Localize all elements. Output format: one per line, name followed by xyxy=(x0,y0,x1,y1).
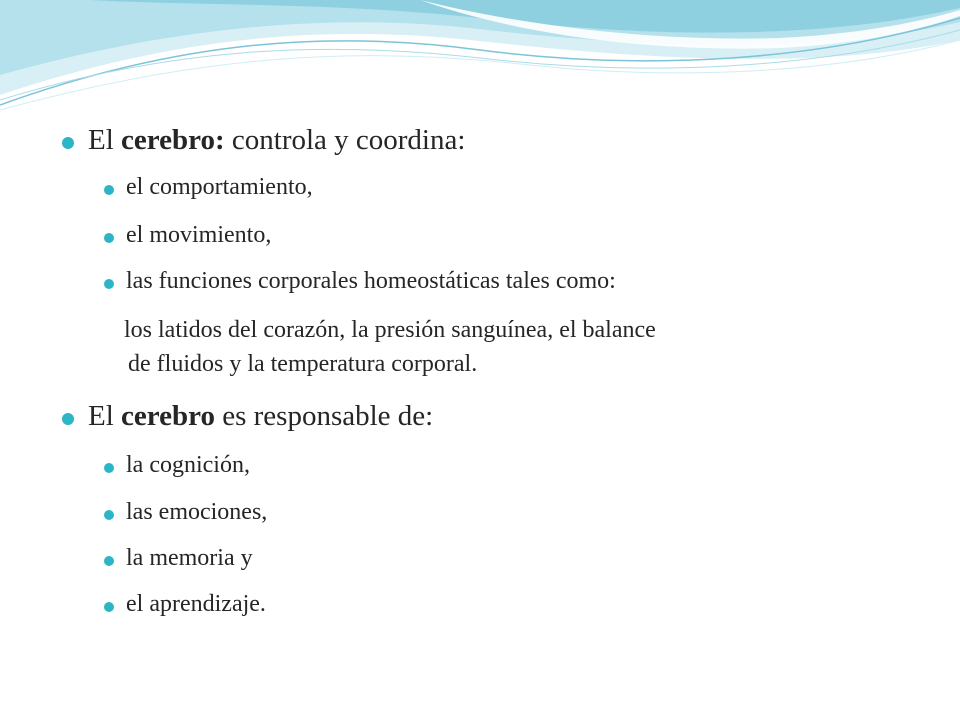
list-item-text: las funciones corporales homeostáticas tales como: xyxy=(126,268,616,294)
bullet-icon xyxy=(62,413,74,425)
section1-continuation xyxy=(124,313,924,381)
bullet-icon xyxy=(104,185,114,195)
bullet-icon xyxy=(104,602,114,612)
section1-suffix: controla y coordina: xyxy=(224,124,466,156)
section2-suffix: es responsable de: xyxy=(214,400,434,432)
section2-prefix: El xyxy=(88,400,122,432)
section2-item-2 xyxy=(126,499,267,526)
section1-item-3 xyxy=(126,268,616,295)
section1-item-1 xyxy=(126,174,313,201)
bullet-icon xyxy=(104,510,114,520)
bullet-icon xyxy=(104,463,114,473)
section2-heading xyxy=(88,400,433,433)
bullet-icon xyxy=(104,556,114,566)
section1-item-2 xyxy=(126,222,271,249)
bullet-icon xyxy=(104,279,114,289)
bullet-icon xyxy=(62,137,74,149)
section2-bold-term: cerebro xyxy=(121,400,215,432)
list-item-text: las emociones, xyxy=(126,499,268,525)
continuation-line-2: de fluidos y la temperatura corporal. xyxy=(128,351,478,377)
section1-heading xyxy=(88,124,465,157)
section1-prefix: El xyxy=(88,124,122,156)
continuation-line-1: los latidos del corazón, la presión sanguínea, el balance xyxy=(124,317,656,343)
list-item-text: el comportamiento, xyxy=(126,174,313,200)
bullet-icon xyxy=(104,233,114,243)
list-item-text: el movimiento, xyxy=(126,222,272,248)
list-item-text: el aprendizaje. xyxy=(126,591,266,617)
section2-item-1 xyxy=(126,452,250,479)
section2-item-3 xyxy=(126,545,253,572)
list-item-text: la cognición, xyxy=(126,452,250,478)
section2-item-4 xyxy=(126,591,266,618)
list-item-text: la memoria y xyxy=(126,545,253,571)
section1-bold-term: cerebro: xyxy=(121,124,225,156)
